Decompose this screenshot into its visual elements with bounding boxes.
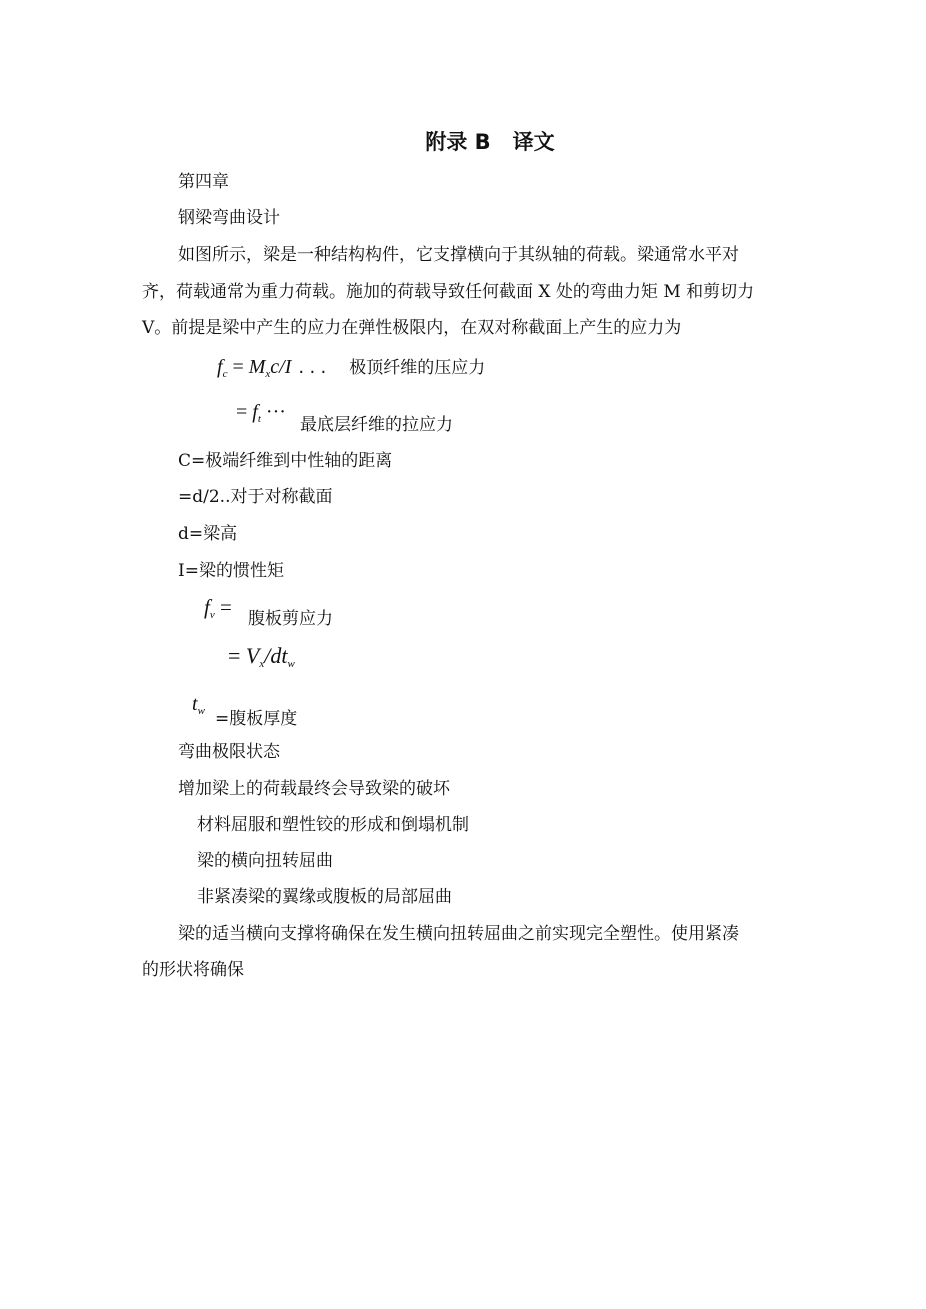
section-heading: 钢梁弯曲设计 — [178, 208, 280, 228]
equation-shear-desc: 腹板剪应力 — [248, 609, 333, 629]
def-I: I=梁的惯性矩 — [178, 561, 284, 581]
title-sub: 译文 — [512, 130, 555, 154]
def-tw-symbol: $t_w$ — [192, 693, 205, 717]
limit-heading: 弯曲极限状态 — [178, 742, 280, 762]
equation-compressive: $f_c = M_xc/I$ ... 极顶纤维的压应力 — [217, 356, 486, 380]
def-d2: =d/2..对于对称截面 — [178, 487, 333, 507]
para1-line3: V。前提是梁中产生的应力在弹性极限内，在双对称截面上产生的应力为 — [142, 318, 682, 338]
equation-shear-formula: = $V_x/dt_w$ — [228, 643, 295, 670]
equation-tensile: = $f_t$ ··· — [236, 401, 286, 425]
def-c: C=极端纤维到中性轴的距离 — [178, 451, 393, 471]
limit-item: 材料屈服和塑性铰的形成和倒塌机制 — [197, 815, 469, 835]
limit-item: 非紧凑梁的翼缘或腹板的局部屈曲 — [197, 887, 452, 907]
equation-shear: $f_v$ = — [204, 595, 232, 621]
limit-item: 梁的横向扭转屈曲 — [197, 851, 333, 871]
chapter-heading: 第四章 — [178, 172, 229, 192]
para1-line2: 齐，荷载通常为重力荷载。施加的荷载导致任何截面 X 处的弯曲力矩 M 和剪切力 — [142, 282, 755, 302]
equation-tensile-desc: 最底层纤维的拉应力 — [300, 415, 453, 435]
para2-line1: 梁的适当横向支撑将确保在发生横向扭转屈曲之前实现完全塑性。使用紧凑 — [178, 924, 739, 944]
limit-intro: 增加梁上的荷载最终会导致梁的破坏 — [178, 779, 450, 799]
equation-compressive-desc: 极顶纤维的压应力 — [349, 358, 486, 378]
def-tw-desc: =腹板厚度 — [215, 709, 298, 729]
page-title — [0, 126, 926, 156]
title-main: 附录 B — [425, 130, 491, 154]
para1-line1: 如图所示，梁是一种结构构件，它支撑横向于其纵轴的荷载。梁通常水平对 — [178, 245, 739, 265]
para2-line2: 的形状将确保 — [142, 960, 244, 980]
def-d: d=梁高 — [178, 524, 238, 544]
